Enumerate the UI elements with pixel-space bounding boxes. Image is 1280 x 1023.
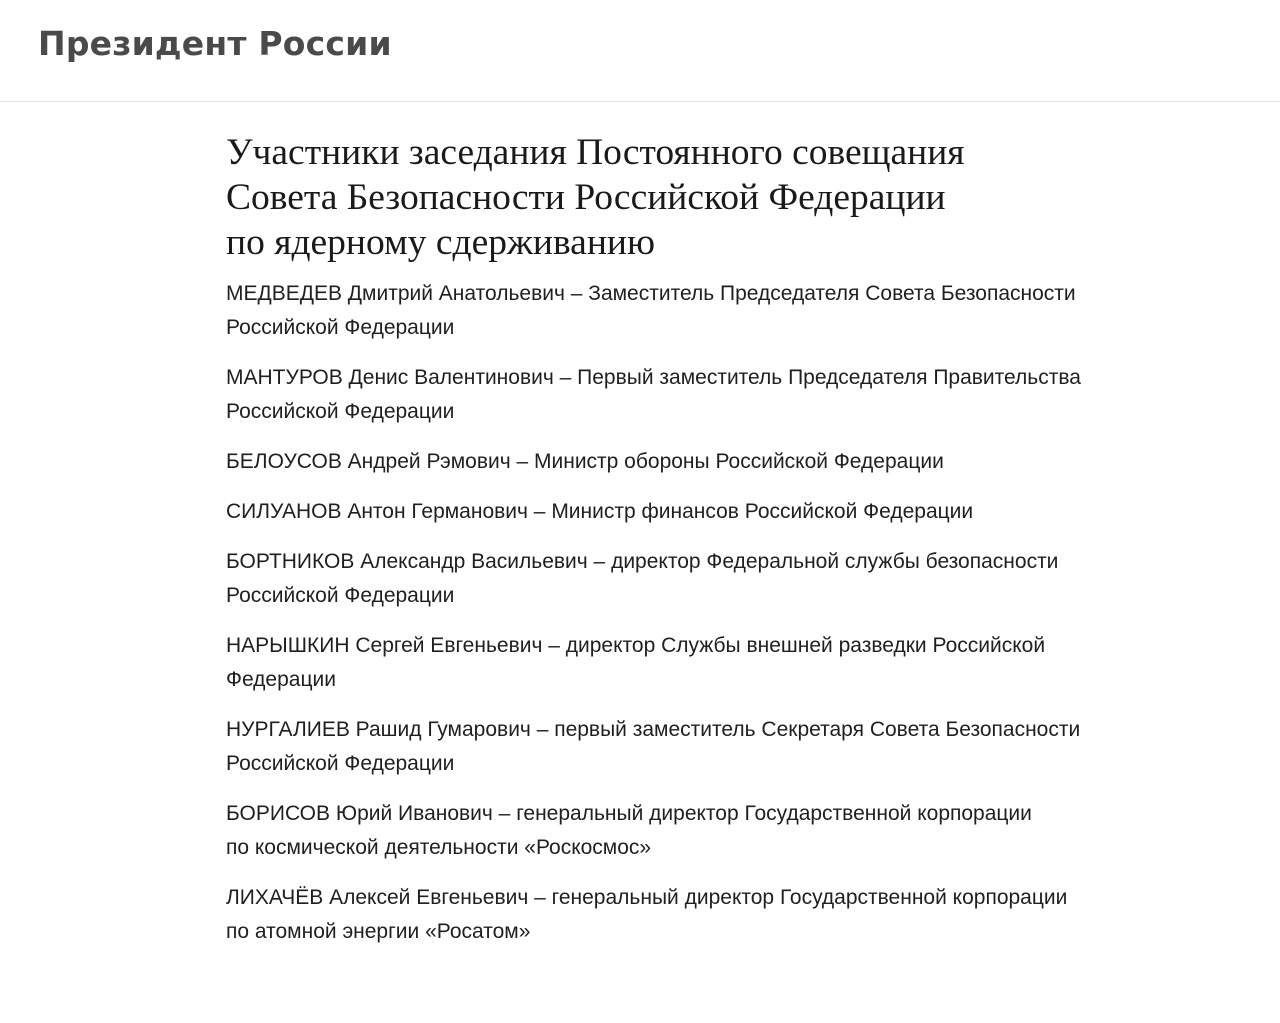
participant-text-line: по космической деятельности «Роскосмос» <box>226 836 652 859</box>
participant-text-line: Российской Федерации <box>226 400 455 423</box>
participant-text-line: МАНТУРОВ Денис Валентинович – Первый заместитель Председателя Правительства <box>226 366 1081 389</box>
heading-line: Совета Безопасности Российской Федерации <box>226 177 946 218</box>
participants-list <box>226 277 1186 949</box>
participant-text-line: Российской Федерации <box>226 316 455 339</box>
participant-item <box>226 713 1186 781</box>
participant-item <box>226 629 1186 697</box>
participant-item <box>226 445 1186 479</box>
participant-text-line: Федерации <box>226 668 336 691</box>
page-heading <box>226 130 1186 265</box>
participant-item <box>226 277 1186 345</box>
participant-text-line: БОРИСОВ Юрий Иванович – генеральный директор Государственной корпорации <box>226 802 1032 825</box>
participant-item <box>226 797 1186 865</box>
site-title-link[interactable]: Президент России <box>38 24 392 63</box>
heading-line: по ядерному сдерживанию <box>226 222 655 263</box>
participant-text-line: Российской Федерации <box>226 584 455 607</box>
participant-item <box>226 361 1186 429</box>
main-content <box>226 130 1186 965</box>
participant-text-line: по атомной энергии «Росатом» <box>226 920 531 943</box>
participant-text-line: МЕДВЕДЕВ Дмитрий Анатольевич – Заместитель Председателя Совета Безопасности <box>226 282 1076 305</box>
participant-text-line: ЛИХАЧЁВ Алексей Евгеньевич – генеральный директор Государственной корпорации <box>226 886 1068 909</box>
site-header <box>0 0 1280 102</box>
participant-item <box>226 545 1186 613</box>
participant-text-line: СИЛУАНОВ Антон Германович – Министр финансов Российской Федерации <box>226 500 974 523</box>
participant-text-line: НУРГАЛИЕВ Рашид Гумарович – первый заместитель Секретаря Совета Безопасности <box>226 718 1081 741</box>
participant-text-line: Российской Федерации <box>226 752 455 775</box>
participant-item <box>226 495 1186 529</box>
participant-item <box>226 881 1186 949</box>
participant-text-line: БЕЛОУСОВ Андрей Рэмович – Министр обороны Российской Федерации <box>226 450 944 473</box>
participant-text-line: НАРЫШКИН Сергей Евгеньевич – директор Службы внешней разведки Российской <box>226 634 1046 657</box>
heading-line: Участники заседания Постоянного совещания <box>226 132 965 173</box>
participant-text-line: БОРТНИКОВ Александр Васильевич – директор Федеральной службы безопасности <box>226 550 1059 573</box>
